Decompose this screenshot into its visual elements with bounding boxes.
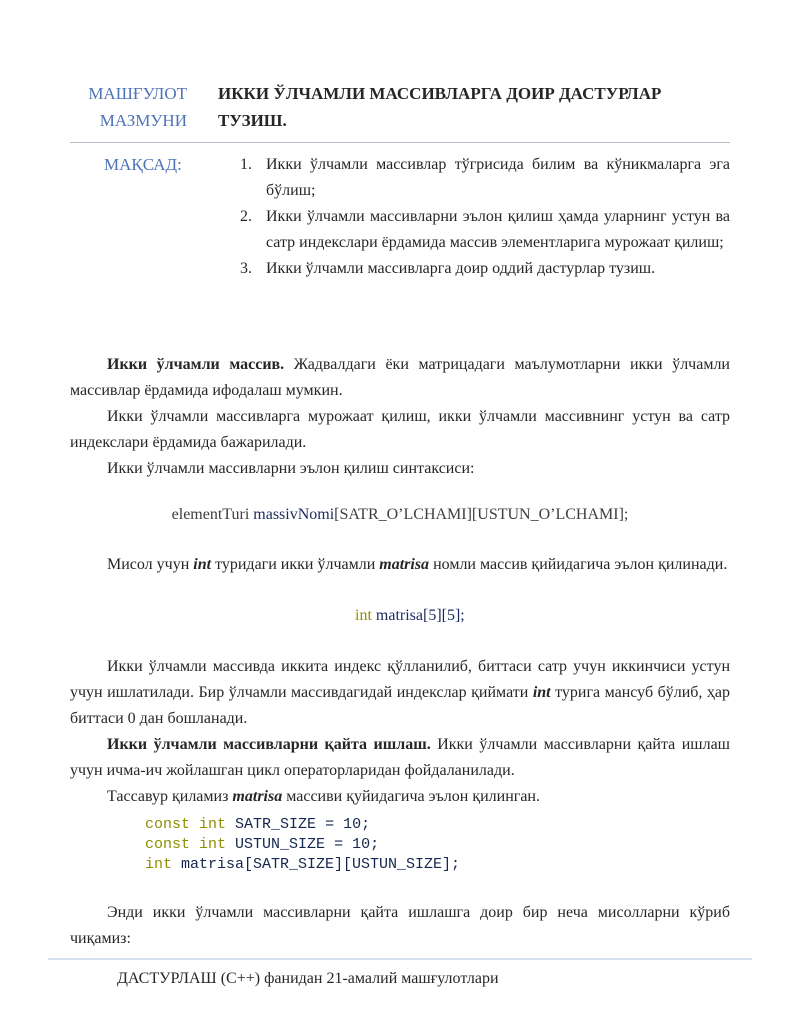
paragraph-indices (70, 654, 730, 732)
code-text: USTUN_SIZE = 10; (226, 836, 380, 853)
goal-text: Икки ўлчамли массивларни эълон қилиш ҳамда уларнинг устун ва сатр индекслари ёрдамида массив элементларига мурожаат қилиш; (266, 208, 730, 251)
example-dimensions: [5][5]; (422, 607, 465, 624)
paragraph-conclusion: Энди икки ўлчамли массивларни қайта ишлашга доир бир неча мисолларни кўриб чиқамиз: (70, 904, 730, 947)
goal-item (240, 152, 730, 204)
code-keyword: int (145, 856, 173, 873)
paragraph-imagine (70, 784, 730, 810)
definition-text: Жадвалдаги ёки матрицадаги маълумотларни икки ўлчамли массивлар ёрдамида ифодалаш мумкин. (70, 356, 730, 399)
code-line (145, 815, 460, 835)
code-keyword: const (145, 836, 191, 853)
code-line (145, 835, 460, 855)
syntax-dimensions: [SATR_O’LCHAMI][USTUN_O’LCHAMI]; (334, 506, 629, 523)
paragraph-processing (70, 732, 730, 784)
syntax-line (70, 502, 730, 528)
definition-term: Икки ўлчамли массив. (107, 356, 285, 373)
indices-text: турига мансуб бўлиб, ҳар биттаси 0 дан бошланади. (70, 684, 731, 727)
example-declaration (355, 603, 555, 629)
paragraph-syntax-intro: Икки ўлчамли массивларни эълон қилиш синтаксиси: (107, 460, 475, 477)
goal-item (240, 204, 730, 256)
int-keyword: int (193, 556, 212, 573)
goal-text: Икки ўлчамли массивлар тўгрисида билим ва кўникмаларга эга бўлиш; (266, 156, 730, 199)
goal-number: 3. (240, 260, 252, 277)
goal-item (240, 256, 730, 282)
code-keyword: int (199, 836, 227, 853)
goal-list (240, 152, 730, 282)
paragraph-definition (70, 352, 730, 404)
goal-text: Икки ўлчамли массивларга доир оддий дастурлар тузиш. (266, 260, 656, 277)
lesson-content-label-line2: МАЗМУНИ (99, 111, 187, 130)
page-footer: ДАСТУРЛАШ (С++) фанидан 21-амалий машғулотлари (117, 970, 499, 987)
syntax-name: massivNomi (253, 506, 335, 523)
matrisa-name: matrisa (379, 556, 430, 573)
syntax-type: elementTuri (171, 506, 250, 523)
imagine-text: массиви қуйидагича эълон қилинган. (282, 788, 540, 805)
code-keyword: const (145, 816, 191, 833)
imagine-text: Тассавур қиламиз (107, 788, 233, 805)
example-name: matrisa (375, 607, 423, 624)
paragraph-example-intro (70, 552, 730, 578)
code-text: matrisa[SATR_SIZE][USTUN_SIZE]; (172, 856, 461, 873)
code-line (145, 855, 460, 875)
code-keyword: int (199, 816, 227, 833)
code-block (145, 815, 460, 875)
example-intro-text: номли массив қийидагича эълон қилинади. (429, 556, 728, 573)
example-intro-text: Мисол учун (107, 556, 194, 573)
footer-divider (48, 958, 752, 960)
lesson-content-label-line1: МАШҒУЛОТ (88, 84, 187, 103)
lesson-title: ИККИ ЎЛЧАМЛИ МАССИВЛАРГА ДОИР ДАСТУРЛАР ТУЗИШ. (218, 84, 662, 130)
processing-term: Икки ўлчамли массивларни қайта ишлаш. (107, 736, 431, 753)
int-keyword: int (532, 684, 551, 701)
lesson-header (70, 78, 730, 143)
indices-text: Икки ўлчамли массивда иккита индекс қўлланилиб, биттаси сатр учун иккинчиси устун учун ишлатилади. Бир ўлчамли массивдагидай индекслар қиймати (70, 658, 730, 701)
matrisa-name: matrisa (232, 788, 283, 805)
lesson-content-label (70, 80, 187, 134)
goal-label: МАҚСАД: (104, 155, 182, 174)
goal-number: 1. (240, 156, 252, 173)
processing-text: Икки ўлчамли массивларни қайта ишлаш учун ичма-ич жойлашган цикл операторларидан фойдаланилади. (70, 736, 730, 779)
paragraph-access: Икки ўлчамли массивларга мурожаат қилиш, икки ўлчамли массивнинг устун ва сатр индекслари ёрдамида бажарилади. (70, 408, 730, 451)
example-keyword: int (355, 607, 372, 624)
example-intro-text: туридаги икки ўлчамли (211, 556, 380, 573)
goal-number: 2. (240, 208, 252, 225)
code-text: SATR_SIZE = 10; (226, 816, 371, 833)
